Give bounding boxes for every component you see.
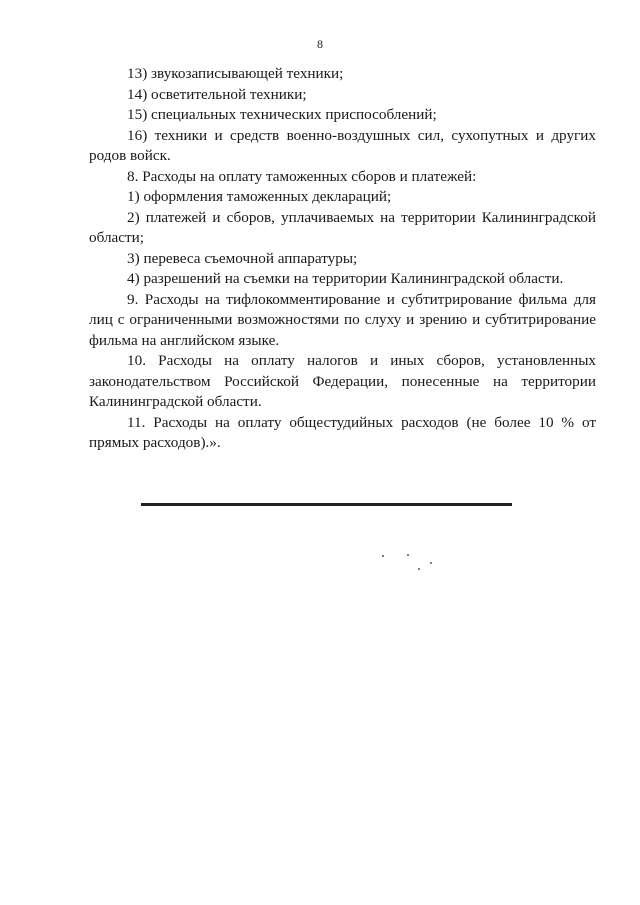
section-8-item-1: 1) оформления таможенных деклараций; — [127, 188, 392, 205]
list-item-15: 15) специальных технических приспособлений; — [127, 106, 437, 123]
section-8-item-2: 2) платежей и сборов, уплачиваемых на территории Калининградской области; — [89, 208, 596, 246]
section-11: 11. Расходы на оплату общестудийных расходов (не более 10 % от прямых расходов).». — [89, 413, 596, 451]
scan-speck — [407, 554, 409, 556]
list-item-14: 14) осветительной техники; — [127, 85, 307, 103]
list-item-13: 13) звукозаписывающей техники; — [127, 65, 344, 82]
section-8-heading: 8. Расходы на оплату таможенных сборов и платежей: — [127, 167, 477, 185]
section-10: 10. Расходы на оплату налогов и иных сборов, установленных законодательством Российской Федерации, понесенные на территории Калининградской области. — [89, 352, 596, 410]
section-8-item-4: 4) разрешений на съемки на территории Калининградской области. — [127, 270, 564, 287]
document-body — [89, 64, 596, 454]
list-item-16: 16) техники и средств военно-воздушных сил, сухопутных и других родов войск. — [89, 126, 596, 164]
separator-line — [141, 503, 512, 506]
scan-speck — [430, 562, 432, 564]
page-number: 8 — [317, 37, 323, 51]
section-8-item-3: 3) перевеса съемочной аппаратуры; — [127, 249, 358, 267]
section-9: 9. Расходы на тифлокомментирование и субтитрирование фильма для лиц с ограниченными возможностями по слуху и зрению и субтитрирование фильма на английском языке. — [89, 290, 596, 349]
scan-speck — [418, 568, 420, 570]
scan-speck — [382, 555, 384, 557]
